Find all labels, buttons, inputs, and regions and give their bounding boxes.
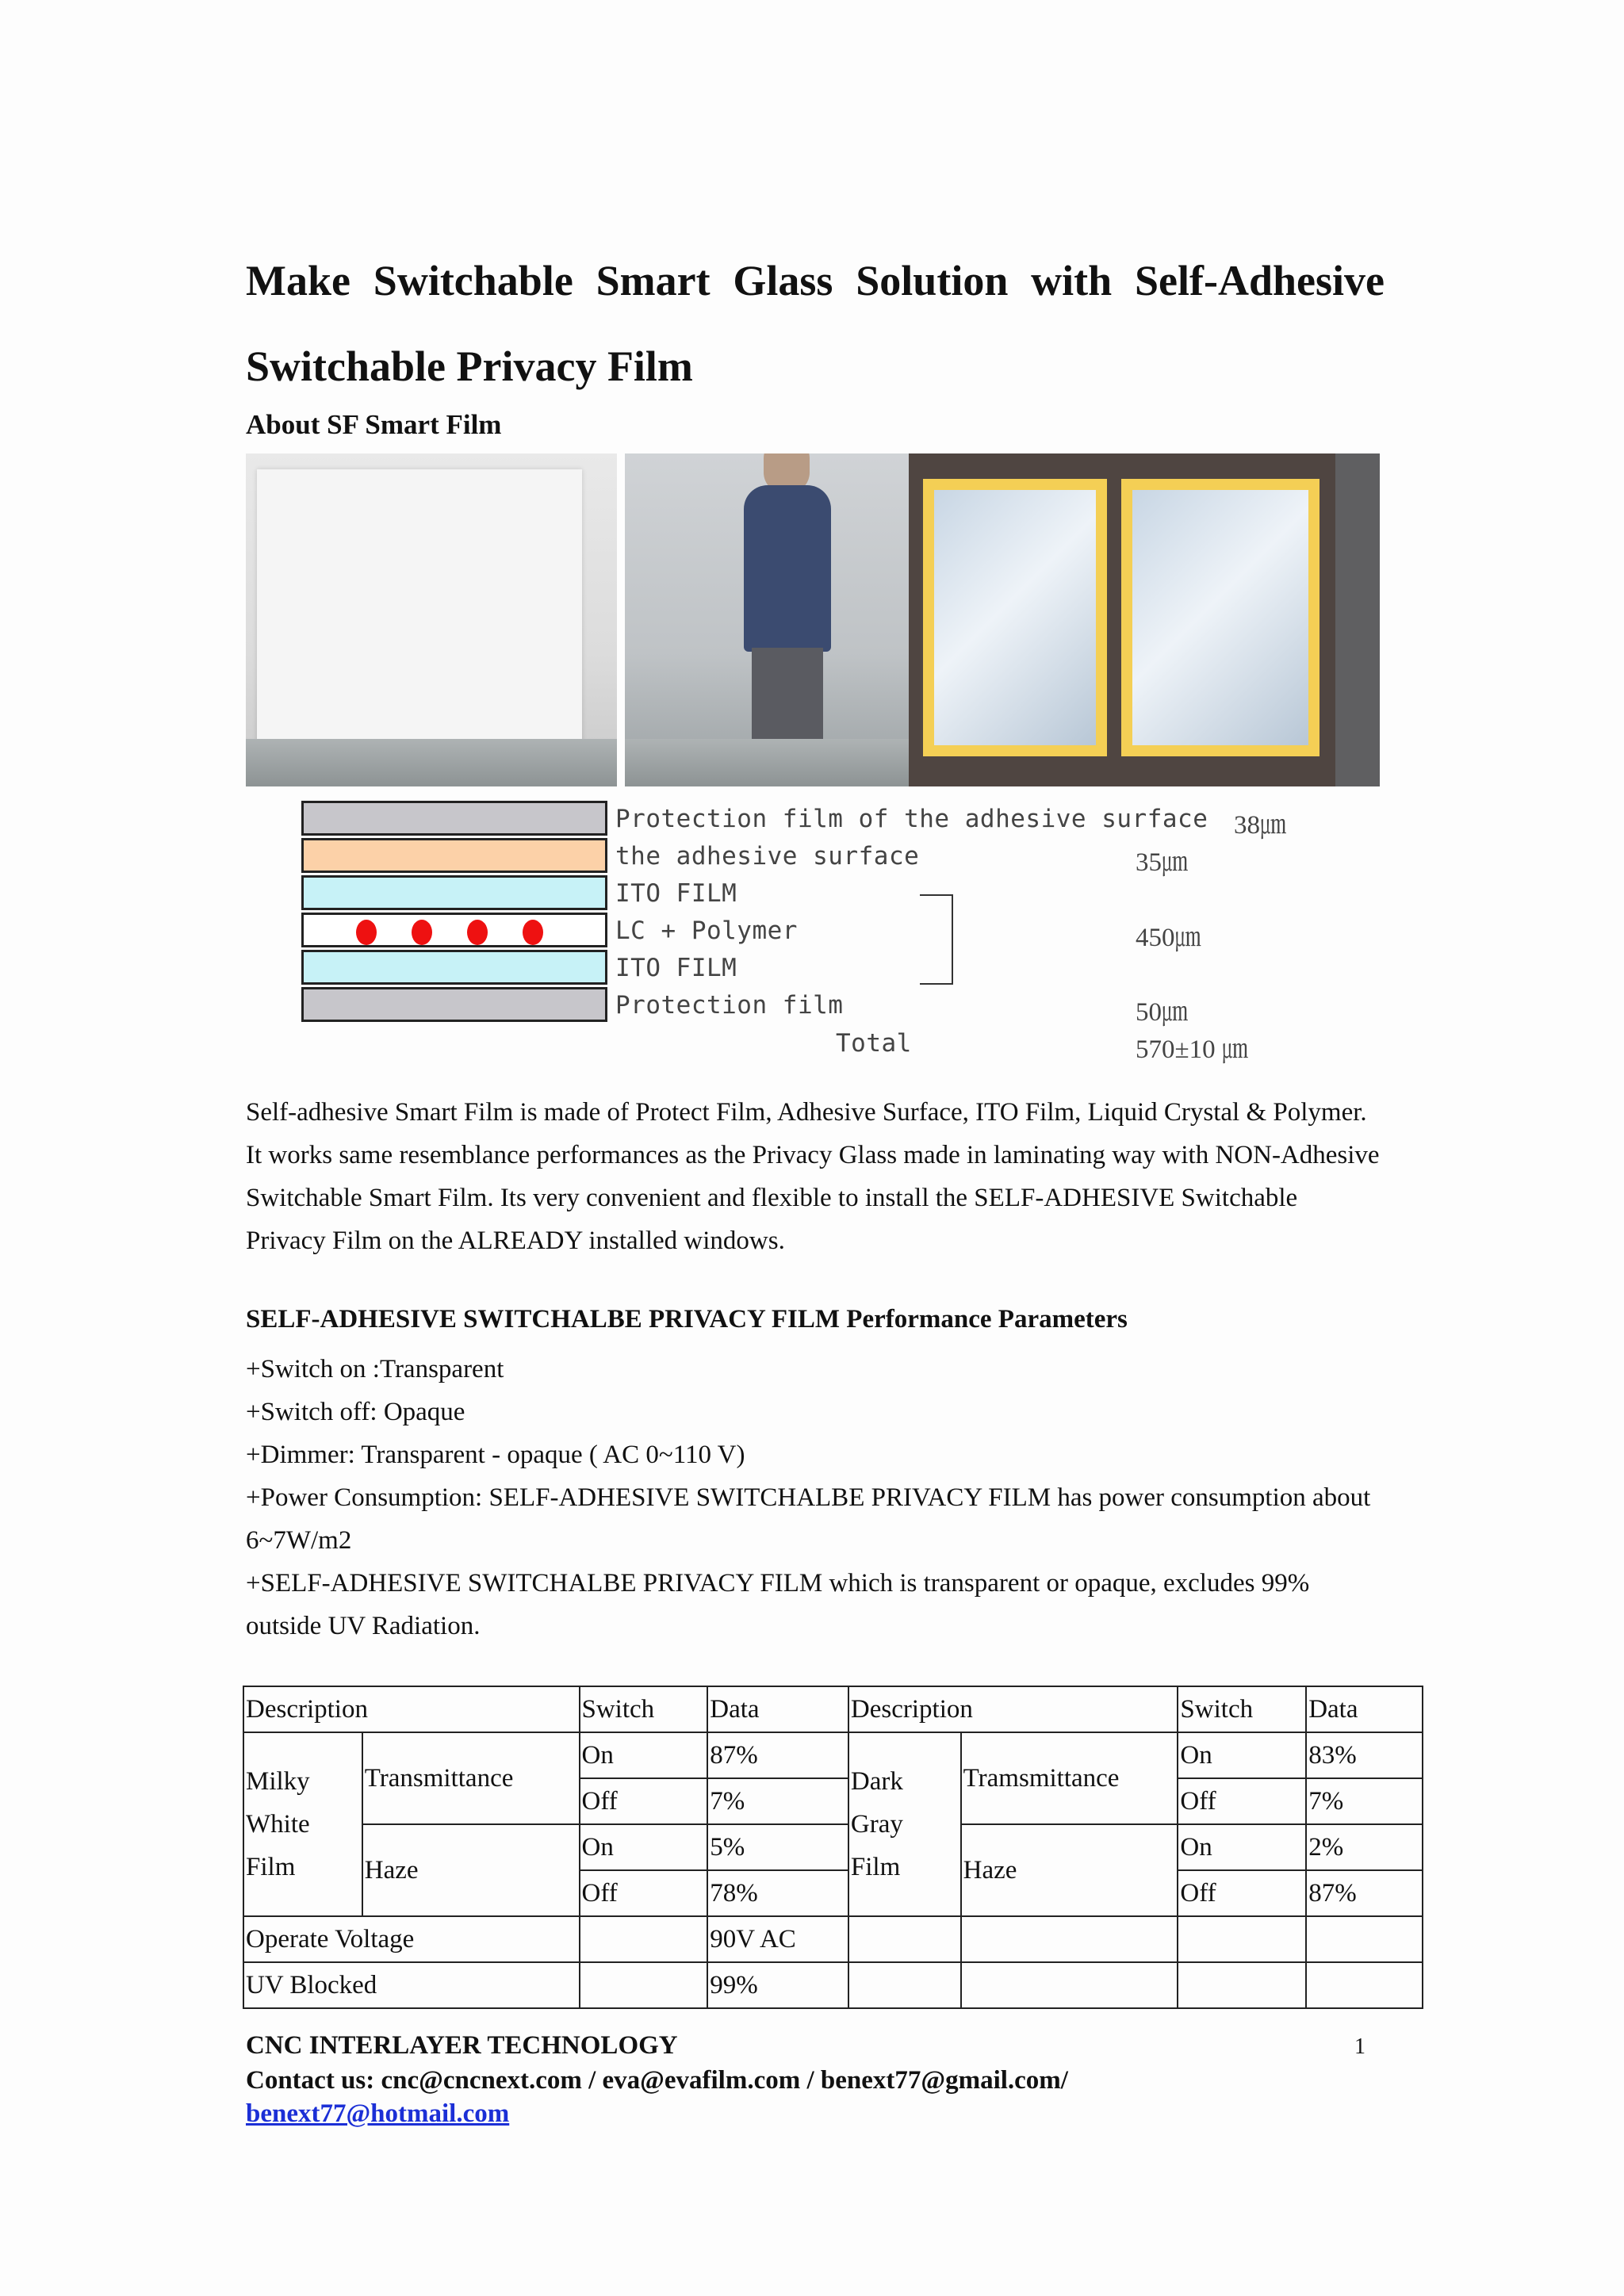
layer-lc-polymer [301,913,607,947]
layer-thickness: 50㎛ [1136,998,1188,1027]
data-cell: 2% [1306,1824,1423,1870]
layer-thickness: 35㎛ [1136,848,1188,877]
empty-cell [1178,1962,1306,2008]
photo-film-sheets [909,453,1380,786]
photo-transparent-film [625,453,909,786]
window-sill [246,739,617,786]
layer-ito-bottom [301,950,607,985]
property-cell: Tramsmittance [961,1732,1178,1824]
header-cell: Data [707,1686,848,1732]
data-cell: 87% [707,1732,848,1778]
empty-cell [848,1962,961,2008]
empty-cell [1306,1916,1423,1962]
layer-label: ITO FILM [615,954,737,982]
layer-ito-top [301,875,607,910]
performance-item: +Dimmer: Transparent - opaque ( AC 0~110 V) [246,1441,745,1469]
performance-heading: SELF-ADHESIVE SWITCHALBE PRIVACY FILM Performance Parameters [246,1305,1128,1334]
lc-droplet [412,920,432,945]
header-cell: Switch [580,1686,708,1732]
performance-item: +SELF-ADHESIVE SWITCHALBE PRIVACY FILM which is transparent or opaque, excludes 99% outside UV Radiation. [246,1569,1310,1640]
performance-item: +Switch on :Transparent [246,1355,504,1383]
company-name: CNC INTERLAYER TECHNOLOGY [246,2031,678,2060]
empty-cell [1306,1962,1423,2008]
person-body [744,485,831,652]
film-structure-diagram [301,801,1380,1070]
performance-item: +Power Consumption: SELF-ADHESIVE SWITCHALBE PRIVACY FILM has power consumption about 6~7W/m2 [246,1483,1371,1555]
property-cell: Transmittance [362,1732,580,1824]
table-row [243,1732,1423,1778]
empty-cell [580,1916,708,1962]
page-number: 1 [1354,2034,1365,2059]
layer-label: LC + Polymer [615,916,798,945]
section-subtitle: About SF Smart Film [246,409,502,440]
label-cell: UV Blocked [243,1962,580,2008]
intro-paragraph: Self-adhesive Smart Film is made of Protect Film, Adhesive Surface, ITO Film, Liquid Crystal & Polymer. It works same resemblance performances as the Privacy Glass made in laminating way with NON-Adhesive Switchable Smart Film. Its very convenient and flexible to install the SELF-ADHESIVE Switchable Privacy Film on the ALREADY installed windows. [246,1098,1380,1255]
film-name-cell: Dark Gray Film [848,1732,961,1916]
film-sheet [934,490,1096,745]
table-row [243,1824,1423,1870]
switch-cell: Off [580,1870,708,1916]
film-sheet-frame [1121,479,1320,756]
performance-item: +Switch off: Opaque [246,1398,465,1426]
opaque-film-panel [257,469,582,743]
photo-edge [1335,453,1380,786]
data-cell: 7% [1306,1778,1423,1824]
property-cell: Haze [961,1824,1178,1916]
photo-opaque-film [246,453,617,786]
data-cell: 78% [707,1870,848,1916]
lc-droplet [467,920,488,945]
table-row [243,1916,1423,1962]
switch-cell: On [580,1732,708,1778]
switch-cell: On [1178,1732,1306,1778]
data-cell: 99% [707,1962,848,2008]
label-cell: Operate Voltage [243,1916,580,1962]
table-header-row [243,1686,1423,1732]
property-cell: Haze [362,1824,580,1916]
film-sheet-frame [923,479,1107,756]
layer-protection-adhesive [301,801,607,836]
lc-droplet [523,920,543,945]
layer-label: Protection film [615,991,844,1020]
ito-lc-bracket [920,894,953,985]
empty-cell [961,1962,1178,2008]
switch-cell: On [1178,1824,1306,1870]
spec-table [243,1686,1423,2009]
header-cell: Switch [1178,1686,1306,1732]
switch-cell: Off [580,1778,708,1824]
layer-adhesive [301,838,607,873]
empty-cell [848,1916,961,1962]
layer-thickness: 450㎛ [1136,924,1201,952]
switch-cell: Off [1178,1870,1306,1916]
contact-line: Contact us: cnc@cncnext.com / eva@evafilm.com / benext77@gmail.com/ [246,2066,1068,2095]
lc-droplet [356,920,377,945]
product-photos [246,453,1380,786]
header-cell: Description [243,1686,580,1732]
data-cell: 90V AC [707,1916,848,1962]
window-sill [625,739,909,786]
data-cell: 7% [707,1778,848,1824]
layer-label: the adhesive surface [615,842,920,871]
header-cell: Description [848,1686,1178,1732]
layer-thickness: 38㎛ [1234,811,1286,840]
film-name-cell: Milky White Film [243,1732,362,1916]
empty-cell [961,1916,1178,1962]
total-thickness: 570±10 ㎛ [1136,1035,1248,1064]
film-sheet [1132,490,1308,745]
data-cell: 83% [1306,1732,1423,1778]
switch-cell: Off [1178,1778,1306,1824]
layer-label: Protection film of the adhesive surface [615,805,1208,833]
empty-cell [580,1962,708,2008]
header-cell: Data [1306,1686,1423,1732]
data-cell: 87% [1306,1870,1423,1916]
empty-cell [1178,1916,1306,1962]
switch-cell: On [580,1824,708,1870]
data-cell: 5% [707,1824,848,1870]
layer-protection [301,987,607,1022]
total-label: Total [836,1029,912,1058]
person-legs [752,648,823,751]
page-title: Make Switchable Smart Glass Solution with Self-Adhesive Switchable Privacy Film [246,257,1385,390]
email-link[interactable]: benext77@hotmail.com [246,2099,510,2128]
table-row [243,1962,1423,2008]
layer-label: ITO FILM [615,879,737,908]
